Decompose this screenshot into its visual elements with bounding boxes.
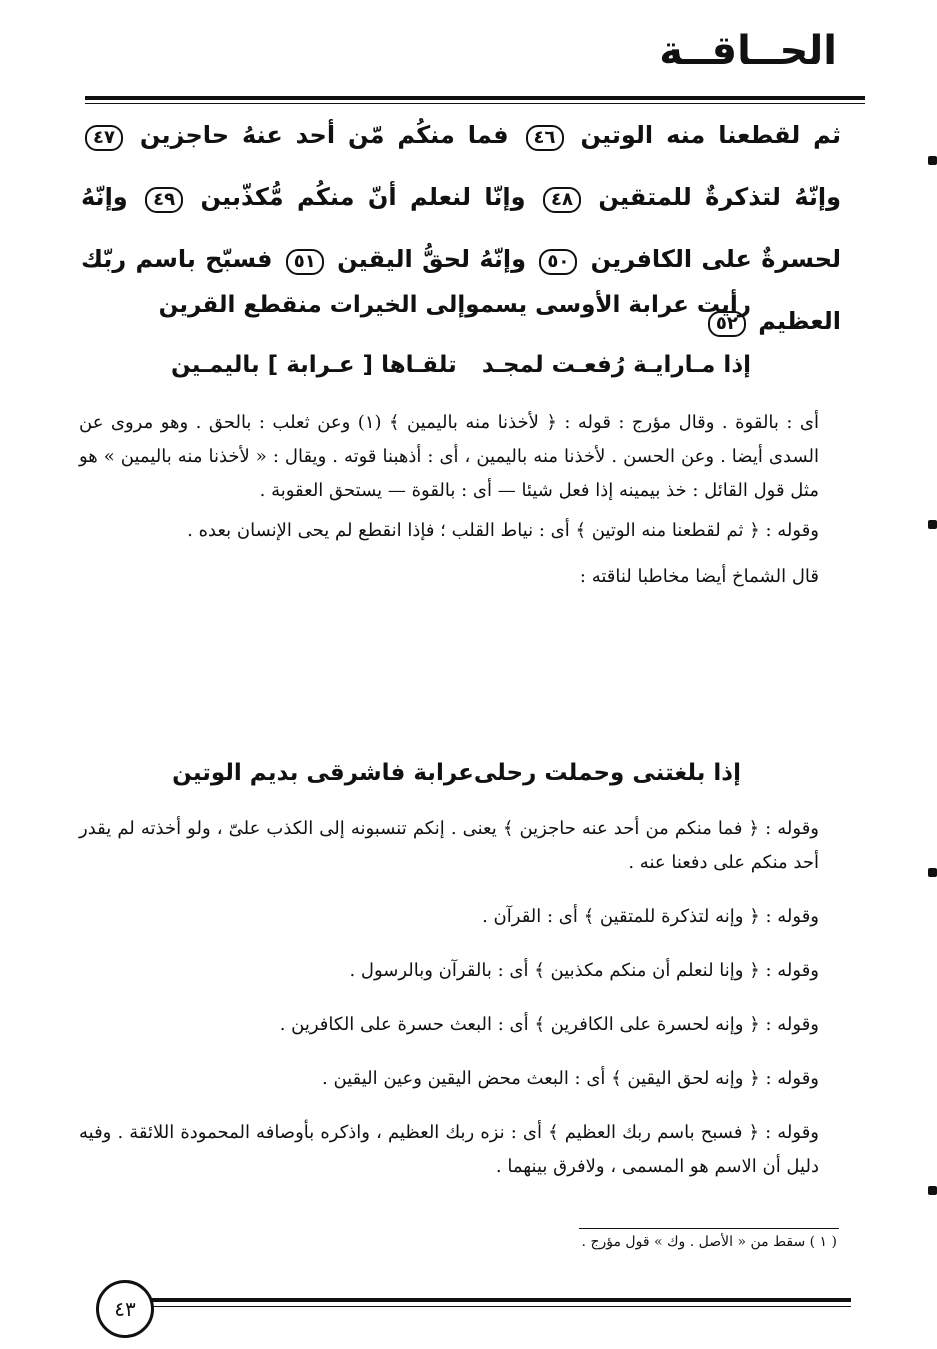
footer-rule [151,1298,851,1302]
verse-number: ٤٨ [543,187,581,213]
verse-text: فسبّح باسم ربّك العظيم [81,245,841,335]
margin-mark [928,868,937,877]
poem-verse-2 [171,352,751,378]
verse-number: ٥٢ [708,311,746,337]
paragraph: وقوله : ﴿ فما منكم من أحد عنه حاجزين ﴾ يعنى . إنكم تنسبونه إلى الكذب علىّ ، ولو أخذته لم يقدر أحد منكم على دفعنا عنه . [79,818,819,873]
verse-number: ٥٠ [539,249,577,275]
verse-text: ثم لقطعنا منه الوتين [580,121,841,149]
paragraph: قال الشماخ أيضا مخاطبا لناقته : [579,566,819,587]
poem-verse-1 [158,292,751,318]
paragraph: وقوله : ﴿ فسبح باسم ربك العظيم ﴾ أى : نزه ربك العظيم ، واذكره بأوصافه المحمودة اللائقة . وفيه دليل أن الاسم هو المسمى ، ولافرق بينهما . [79,1122,819,1177]
paragraph: أى : بالقوة . وقال مؤرج : قوله : ﴿ لأخذنا منه باليمين ﴾ (١) وعن ثعلب : بالحق . وهو مروى عن السدى أيضا . وعن الحسن . لأخذنا منه باليمين ، أى : أذهبنا قوته . ويقال : « لأخذنا منه باليمين » هو مثل قول القائل : خذ بيمينه إذا فعل شيئا — أى : بالقوة — يستحق العقوبة . [79,412,819,501]
page-title: الحــاقــة [659,28,837,74]
margin-mark [928,520,937,529]
footnote: ( ١ ) سقط من « الأصل . وك » قول مؤرج . [581,1234,837,1250]
paragraph: وقوله : ﴿ وإنا لنعلم أن منكم مكذبين ﴾ أى : بالقرآن وبالرسول . [349,960,819,981]
page-number: ٤٣ [96,1280,154,1338]
verse-number: ٤٩ [145,187,183,213]
poem-hemistich-left: عرابة فاشرقى بديم الوتين [172,760,474,786]
commentary-block-2 [79,812,819,1184]
verse-number: ٤٧ [85,125,123,151]
paragraph: وقوله : ﴿ ثم لقطعنا منه الوتين ﴾ أى : نياط القلب ؛ فإذا انقطع لم يحى الإنسان بعده . [187,520,819,541]
poem-hemistich-right: إذا مـارايـة رُفعـت لمجـد [481,352,751,378]
footnote-rule [579,1228,839,1229]
poem-hemistich-right: رأيت عرابة الأوسى يسمو [465,292,751,318]
verse-number: ٥١ [286,249,324,275]
commentary-block-1 [79,406,819,594]
paragraph: وقوله : ﴿ وإنه لتذكرة للمتقين ﴾ أى : القرآن . [482,906,819,927]
poem-verse-3 [172,760,741,786]
footer-rule-thin [151,1306,851,1307]
verse-text: وإنّهُ لتذكرةٌ للمتقين [598,183,842,211]
paragraph: وقوله : ﴿ وإنه لحق اليقين ﴾ أى : البعث محض اليقين وعين اليقين . [322,1068,819,1089]
poem-hemistich-right: إذا بلغتنى وحملت رحلى [473,760,741,786]
verse-text: فما منكُم مّن أحد عنهُ حاجزين [139,121,509,149]
poem-hemistich-left: تلقـاها [ عـرابة ] باليمـين [171,352,457,378]
margin-mark [928,1186,937,1195]
header-rule [85,96,865,100]
poem-hemistich-left: إلى الخيرات منقطع القرين [158,292,466,318]
verse-text: وإنّهُ لحسرةٌ على الكافرين [81,183,842,273]
margin-mark [928,156,937,165]
verse-text: وإنّهُ لحقُّ اليقين [337,245,527,273]
paragraph: وقوله : ﴿ وإنه لحسرة على الكافرين ﴾ أى : البعث حسرة على الكافرين . [279,1014,819,1035]
verse-text: وإنّا لنعلم أنّ منكُم مُّكذّبين [200,183,526,211]
verse-number: ٤٦ [526,125,564,151]
